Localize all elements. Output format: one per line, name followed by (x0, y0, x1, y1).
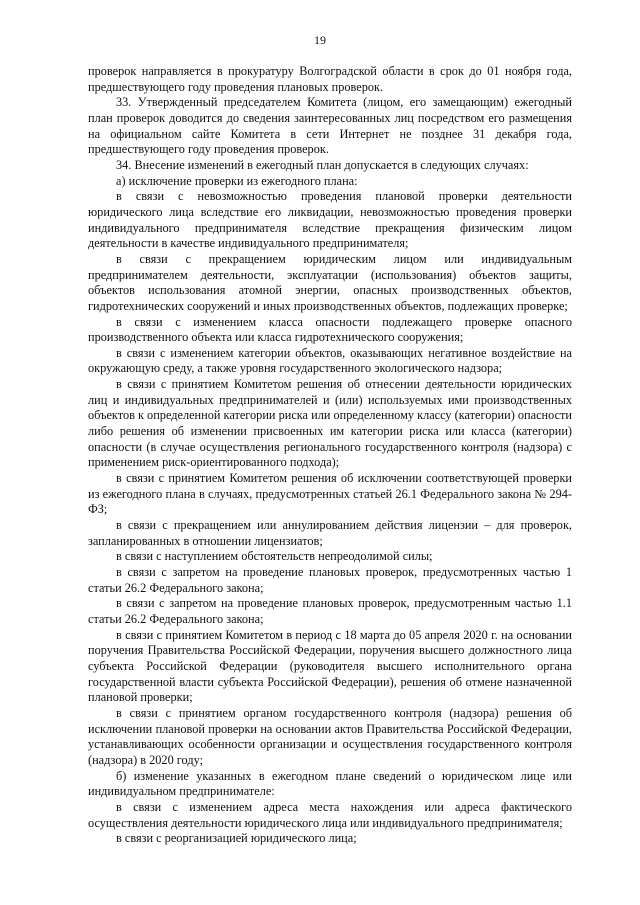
paragraph-33: 33. Утвержденный председателем Комитета (лицом, его замещающим) ежегодный план проверок доводится до сведения заинтересованных лиц посредством его размещения на официальном сайте Комитета в сети Интернет не позднее 31 декабря года, предшествующего году проведения проверок. (88, 95, 572, 157)
page-number: 19 (314, 33, 326, 47)
list-item: в связи с изменением категории объектов, оказывающих негативное воздействие на окружающую среду, а также уровня государственного экологического надзора; (88, 345, 572, 376)
list-item: в связи с запретом на проведение плановых проверок, предусмотренных частью 1 статьи 26.2 Федерального закона; (88, 565, 572, 595)
list-item: в связи с невозможностью проведения плановой проверки деятельности юридического лица вследствие его ликвидации, невозможностью проведения проверки индивидуального предпринимателя вследствие прекращения физическим лицом деятельности в качестве индивидуального предпринимателя; (88, 189, 572, 251)
list-item: в связи с прекращением или аннулированием действия лицензии – для проверок, запланированных в отношении лицензиатов; (88, 518, 572, 548)
list-item: в связи с реорганизацией юридического лица; (116, 831, 357, 846)
paragraph-continuation: проверок направляется в прокуратуру Волгоградской области в срок до 01 ноября года, предшествующего году проведения плановых проверок. (88, 64, 572, 94)
list-item: в связи с запретом на проведение плановых проверок, предусмотренным частью 1.1 статьи 26.2 Федерального закона; (88, 596, 572, 626)
subitem-a: а) исключение проверки из ежегодного плана: (116, 173, 358, 188)
list-item: в связи с прекращением юридическим лицом или индивидуальным предпринимателем деятельности, эксплуатации (использования) объектов защиты, объектов использования атомной энергии, опасных производственных объектов, гидротехнических сооружений и иных производственных объектов, подлежащих проверке; (88, 251, 572, 313)
list-item: в связи с изменением класса опасности подлежащего проверке опасного производственного объекта или класса гидротехнического сооружения; (88, 314, 572, 345)
list-item: в связи с принятием Комитетом в период с 18 марта до 05 апреля 2020 г. на основании поручения Правительства Российской Федерации, поручения высшего должностного лица субъекта Российской Федерации (руководителя высшего исполнительного органа государственной власти субъекта Российской Федерации), решения об отмене назначенной плановой проверки; (88, 627, 572, 705)
list-item: в связи с наступлением обстоятельств непреодолимой силы; (116, 549, 433, 564)
list-item: в связи с принятием Комитетом решения об отнесении деятельности юридических лиц и индивидуальных предпринимателей и (или) используемых ими производственных объектов к определенной категории риска или определенному классу (категории) опасности либо решения об изменении присвоенных им категории риска или класса (категории) опасности (в случае осуществления регионального государственного контроля (надзора) с применением риск-ориентированного подхода); (88, 377, 572, 470)
subitem-b: б) изменение указанных в ежегодном плане сведений о юридическом лице или индивидуальном предпринимателе: (88, 768, 572, 799)
list-item: в связи с изменением адреса места нахождения или адреса фактического осуществления деятельности юридического лица или индивидуального предпринимателя; (88, 799, 572, 830)
document-body (88, 64, 572, 847)
list-item: в связи с принятием органом государственного контроля (надзора) решения об исключении плановой проверки на основании актов Правительства Российской Федерации, устанавливающих особенности организации и осуществления государственного контроля (надзора) в 2020 году; (88, 705, 572, 767)
list-item: в связи с принятием Комитетом решения об исключении соответствующей проверки из ежегодного плана в случаях, предусмотренных статьей 26.1 Федерального закона № 294-ФЗ; (88, 471, 572, 517)
paragraph-34: 34. Внесение изменений в ежегодный план допускается в следующих случаях: (116, 157, 529, 172)
